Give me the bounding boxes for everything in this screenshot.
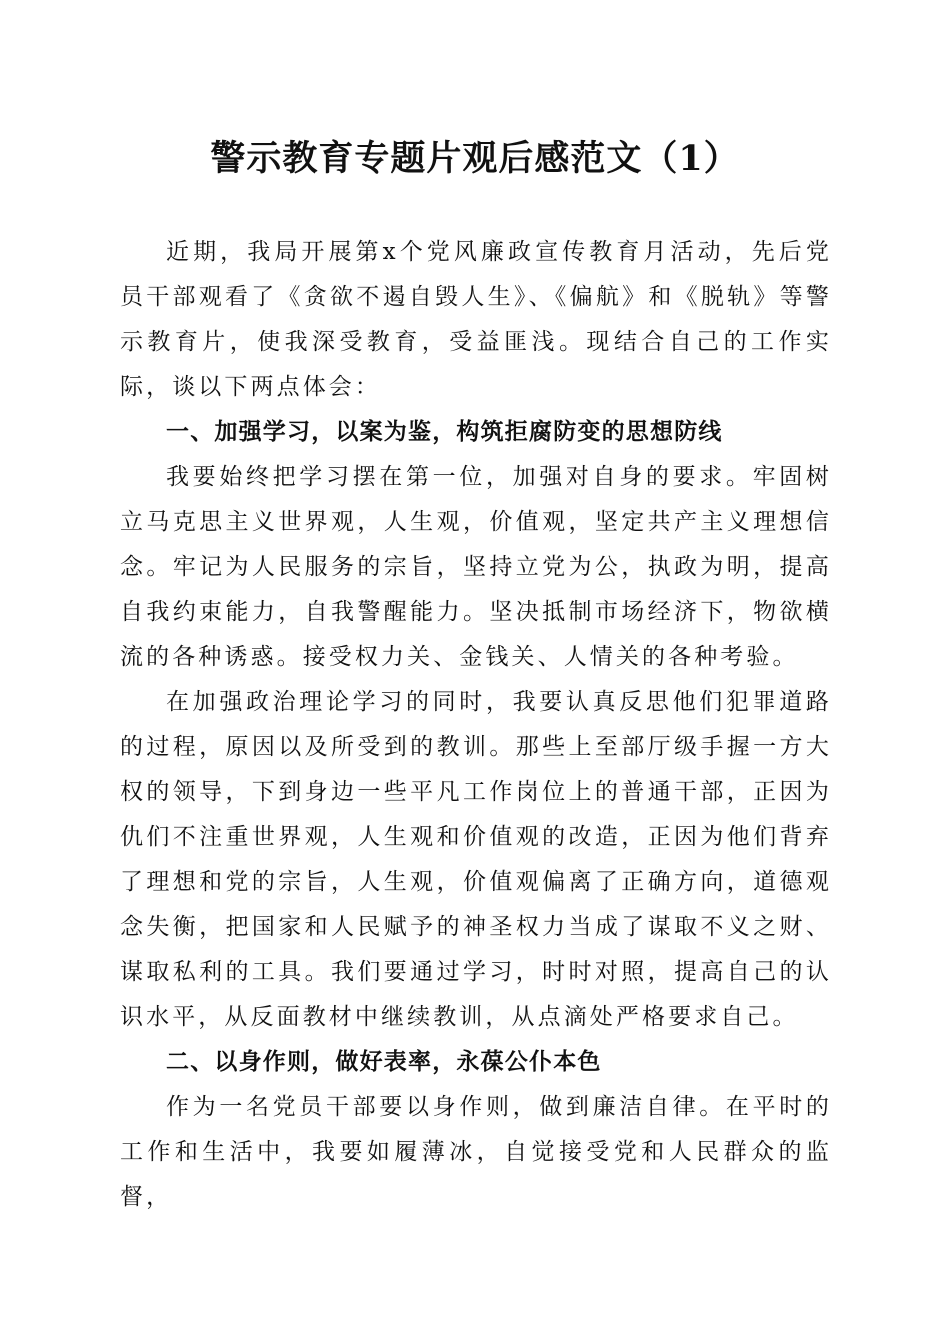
intro-paragraph: 近期，我局开展第x个党风廉政宣传教育月活动，先后党员干部观看了《贪欲不遏自毁人生》、《偏航》和《脱轨》等警示教育片，使我深受教育，受益匪浅。现结合自己的工作实际，谈以下两点体会：: [120, 239, 832, 400]
section-1-paragraph-1: 我要始终把学习摆在第一位，加强对自身的要求。牢固树立马克思主义世界观，人生观，价值观，坚定共产主义理想信念。牢记为人民服务的宗旨，坚持立党为公，执政为明，提高自我约束能力，自我警醒能力。坚决抵制市场经济下，物欲横流的各种诱惑。接受权力关、金钱关、人情关的各种考验。: [120, 464, 832, 670]
section-1-paragraph-2: 在加强政治理论学习的同时，我要认真反思他们犯罪道路的过程，原因以及所受到的教训。那些上至部厅级手握一方大权的领导，下到身边一些平凡工作岗位上的普通干部，正因为仇们不注重世界观，人生观和价值观的改造，正因为他们背弃了理想和党的宗旨，人生观，价值观偏离了正确方向，道德观念失衡，把国家和人民赋予的神圣权力当成了谋取不义之财、谋取私利的工具。我们要通过学习，时时对照，提高自己的认识水平，从反面教材中继续教训，从点滴处严格要求自己。: [120, 689, 832, 1030]
section-heading-1: 一、加强学习，以案为鉴，构筑拒腐防变的思想防线: [166, 419, 723, 445]
document-title: 警示教育专题片观后感范文（1）: [210, 138, 740, 179]
document-body: [120, 230, 832, 1220]
section-heading-2: 二、以身作则，做好表率，永葆公仆本色: [166, 1049, 602, 1075]
section-2-paragraph-1: 作为一名党员干部要以身作则，做到廉洁自律。在平时的工作和生活中，我要如履薄冰，自觉接受党和人民群众的监督，: [120, 1094, 832, 1210]
